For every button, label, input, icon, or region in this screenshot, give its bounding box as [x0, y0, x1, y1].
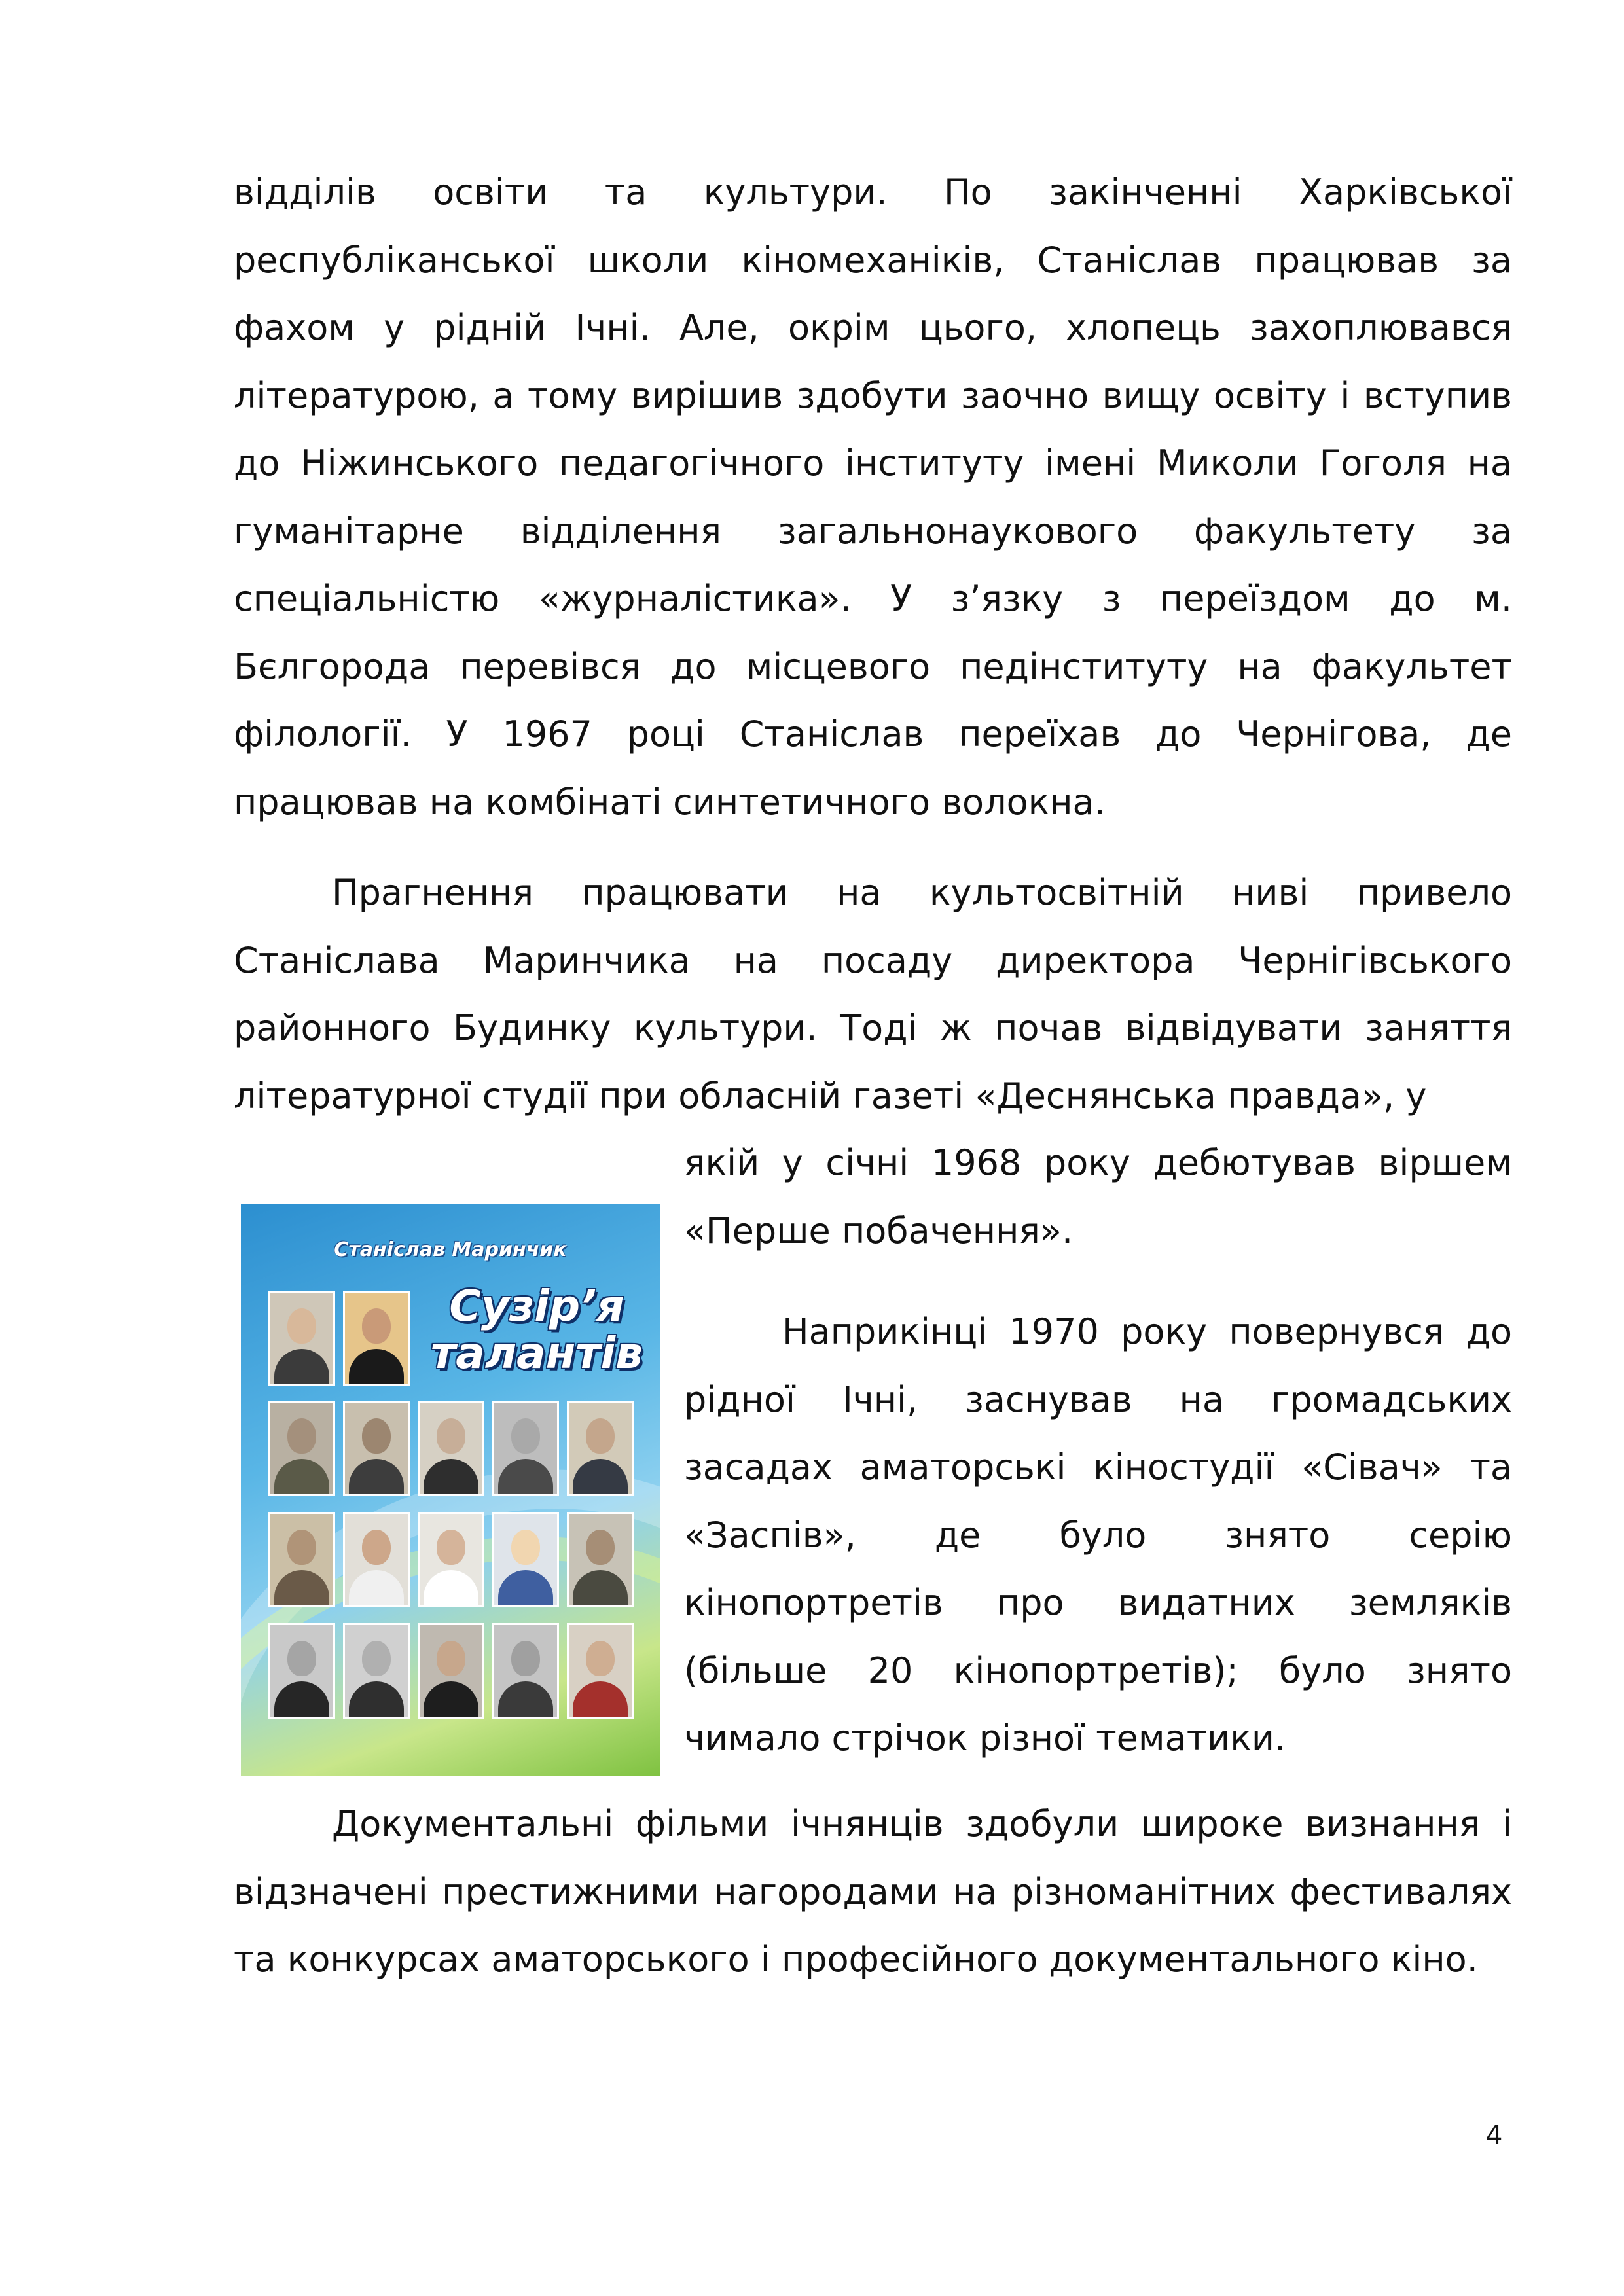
cover-author: Станіслав Маринчик [334, 1238, 567, 1261]
cover-title-line-2: талантів [431, 1328, 643, 1378]
portrait-photo [567, 1401, 634, 1496]
paragraph-1: відділів освіти та культури. По закінченні Харківської республіканської школи кіномеханіків, Станіслав працював за фахом у рідній Ічні. Але, окрім цього, хлопець захоплювався літературою, а тому вирішив здобути заочно вищу освіту і вступив до Ніжинського педагогічного інституту імені Миколи Гоголя на гуманітарне відділення загальнонаукового факультету за спеціальністю «журналістика». У з’язку з переїздом до м. Бєлгорода перевівся до місцевого педінституту на факультет філології. У 1967 році Станіслав переїхав до Чернігова, де працював на комбінаті синтетичного волокна. [234, 171, 1512, 823]
paragraph-3: Наприкінці 1970 року повернувся до рідної Ічні, заснував на громадських засадах аматорські кіностудії «Сівач» та «Заспів», де було знято серію кінопортретів про видатних земляків (більше 20 кінопортретів); було знято чимало стрічок різної тематики. [684, 1311, 1512, 1759]
portrait-photo [567, 1623, 634, 1719]
text-block-2 [234, 859, 1512, 1130]
page-number: 4 [1486, 2121, 1503, 2151]
portrait-photo [268, 1401, 335, 1496]
portrait-photo [418, 1512, 484, 1607]
portrait-photo [343, 1623, 410, 1719]
portrait-photo [343, 1291, 410, 1386]
portrait-photo [268, 1291, 335, 1386]
portrait-photo [492, 1401, 559, 1496]
portrait-photo [343, 1401, 410, 1496]
portrait-photo [567, 1512, 634, 1607]
portrait-photo [492, 1623, 559, 1719]
cover-title [425, 1283, 648, 1377]
portrait-photo [492, 1512, 559, 1607]
paragraph-2-continuation: якій у січні 1968 року дебютував віршем «Перше побачення». [684, 1142, 1512, 1251]
book-cover-image [241, 1204, 660, 1776]
portrait-photo [268, 1512, 335, 1607]
portrait-photo [418, 1623, 484, 1719]
text-block-1 [234, 158, 1512, 836]
portrait-photo [343, 1512, 410, 1607]
paragraph-2: Прагнення працювати на культосвітній ниві привело Станіслава Маринчика на посаду директора Чернігівського районного Будинку культури. Тоді ж почав відвідувати заняття літературної студії при обласній газеті «Деснянська правда», у [234, 872, 1512, 1117]
cover-title-line-1: Сузір’я [449, 1281, 624, 1331]
text-block-3 [234, 1790, 1512, 1994]
portrait-photo [418, 1401, 484, 1496]
paragraph-3-block [684, 1298, 1512, 1772]
portrait-photo [268, 1623, 335, 1719]
paragraph-4: Документальні фільми ічнянців здобули широке визнання і відзначені престижними нагородами на різноманітних фестивалях та конкурсах аматорського і професійного документального кіно. [234, 1803, 1512, 1980]
